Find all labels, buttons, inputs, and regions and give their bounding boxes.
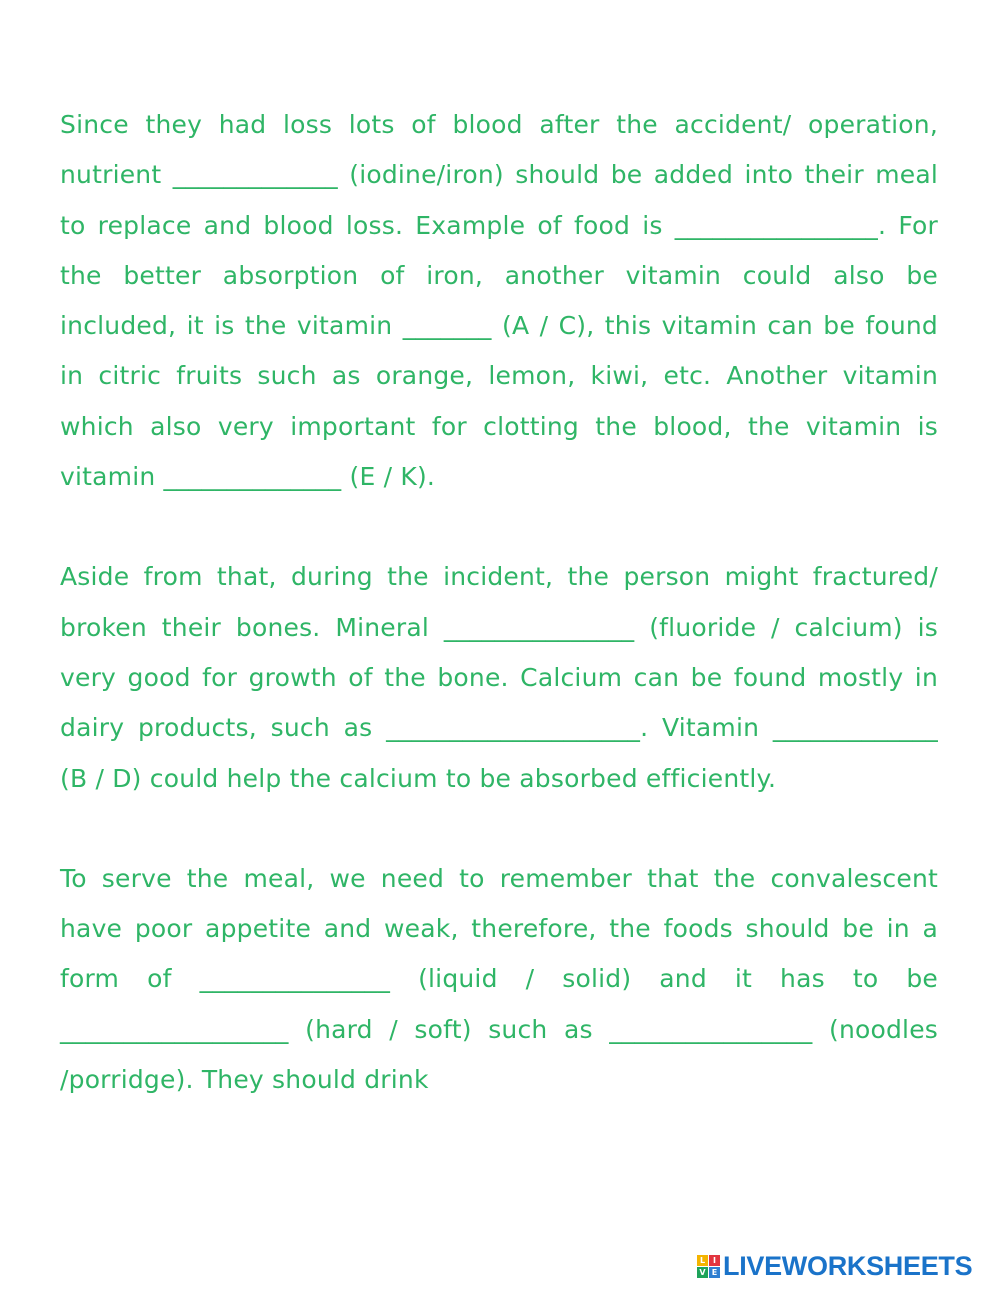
paragraph-serving-meal: To serve the meal, we need to remember that the convalescent have poor appetite and weak, therefore, the foods should be in a form of _______________ (liquid / solid) and it has to be __________________ (hard / soft) such as ________________ (noodles /porridge). They should drink: [60, 863, 938, 1095]
paragraph-iron-vitamins: Since they had loss lots of blood after the accident/ operation, nutrient _____________ (iodine/iron) should be added into their meal to replace and blood loss. Example of food is ________________. For the better absorption of iron, another vitamin could also be included, it is the vitamin _______ (A / C), this vitamin can be found in citric fruits such as orange, lemon, kiwi, etc. Another vitamin which also very important for clotting the blood, the vitamin is vitamin ______________ (E / K).: [60, 110, 938, 492]
logo-mark-letter: V: [697, 1267, 708, 1278]
logo-mark-letter: L: [697, 1255, 708, 1266]
worksheet-text: [60, 100, 938, 1105]
liveworksheets-logo[interactable]: [697, 1253, 972, 1279]
logo-text: LIVEWORKSHEETS: [723, 1251, 973, 1281]
liveworksheets-logo-icon: [697, 1255, 720, 1278]
paragraph-bones-calcium: Aside from that, during the incident, the person might fractured/ broken their bones. Mineral _______________ (fluoride / calcium) is very good for growth of the bone. Calcium can be found mostly in dairy products, such as ____________________. Vitamin _____________ (B / D) could help the calcium to be absorbed efficiently.: [60, 562, 938, 793]
logo-mark-letter: E: [709, 1267, 720, 1278]
logo-mark-letter: I: [709, 1255, 720, 1266]
